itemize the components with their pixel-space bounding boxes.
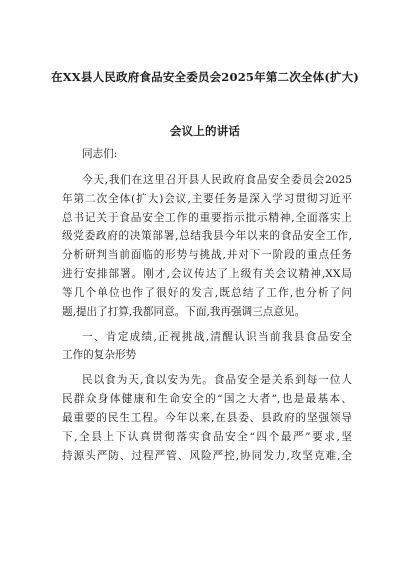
- paragraph-line: 民以食为天,食以安为先。食品安全是关系到每一位人: [82, 374, 352, 386]
- document-title: 在XX县人民政府食品安全委员会2025年第二次全体(扩大): [50, 70, 360, 84]
- document-subtitle: 会议上的讲话: [169, 124, 241, 138]
- paragraph-line: 级党委政府的决策部署,总结我县今年以来的食品安全工作,: [62, 230, 352, 242]
- section-heading-line: 工作的复杂形势: [62, 349, 137, 361]
- paragraph-line: 分析研判当前面临的形势与挑战,并对下一阶段的重点任务: [62, 249, 352, 261]
- paragraph-line: 民群众身体健康和生命安全的“国之大者”,也是最基本、: [62, 393, 352, 405]
- paragraph-line: 年第二次全体(扩大)会议,主要任务是深入学习贯彻习近平: [62, 193, 352, 205]
- paragraph-line: 题,提出了打算,我都同意。下面,我再强调三点意见。: [62, 306, 306, 318]
- section-heading-line: 一、肯定成绩,正视挑战,清醒认识当前我县食品安全: [82, 331, 352, 343]
- paragraph-line: 最重要的民生工程。今年以来,在县委、县政府的坚强领导: [62, 412, 352, 424]
- paragraph-line: 进行安排部署。刚才,会议传达了上级有关会议精神,XX局: [62, 268, 352, 280]
- salutation: 同志们:: [82, 148, 118, 160]
- paragraph-line: 等几个单位也作了很好的发言,既总结了工作,也分析了问: [62, 287, 352, 299]
- paragraph-line: 持源头严防、过程严管、风险严控,协同发力,攻坚克难,全: [62, 450, 352, 462]
- paragraph-line: 下,全县上下认真贯彻落实食品安全“四个最严”要求,坚: [62, 431, 352, 443]
- paragraph-line: 今天,我们在这里召开县人民政府食品安全委员会2025: [82, 174, 352, 186]
- paragraph-line: 总书记关于食品安全工作的重要指示批示精神,全面落实上: [62, 212, 352, 224]
